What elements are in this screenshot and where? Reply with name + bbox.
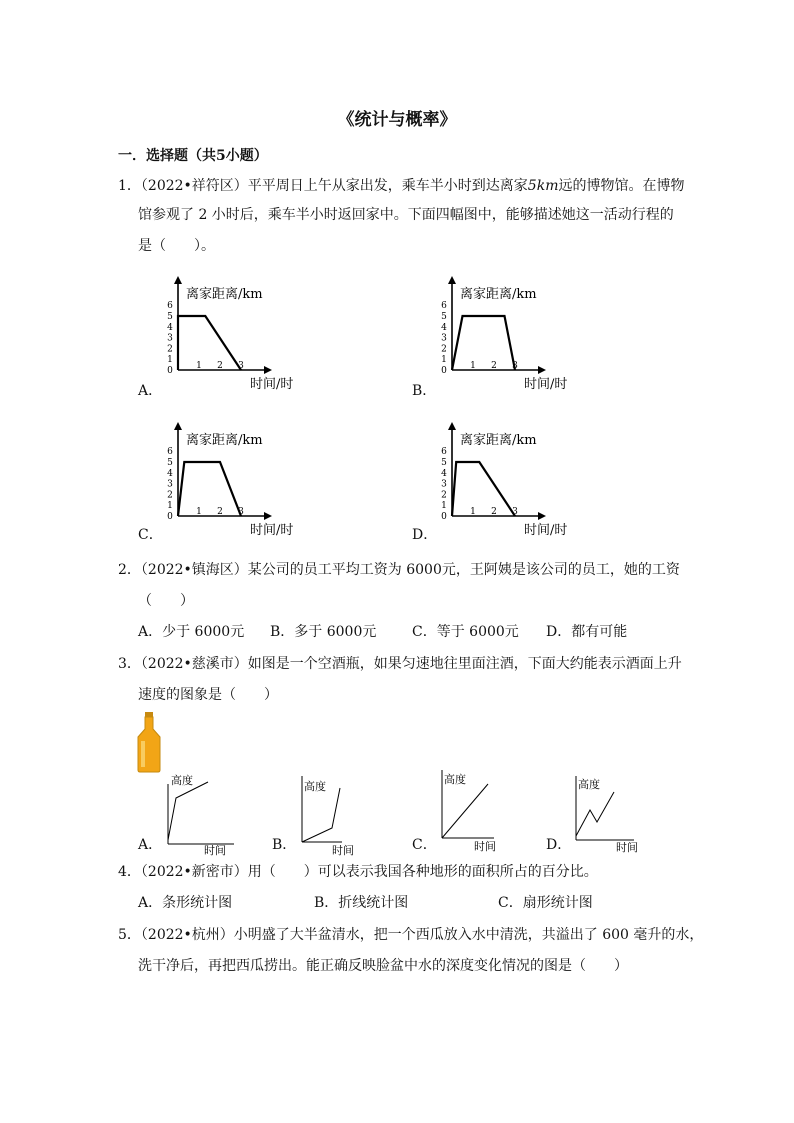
q1-graph-d bbox=[432, 418, 692, 546]
x-tick-label: 2 bbox=[217, 361, 223, 371]
x-axis-label: 时间/时 bbox=[524, 377, 568, 392]
x-axis-label: 时间/时 bbox=[250, 523, 294, 538]
x-axis-label: 时间/时 bbox=[250, 377, 294, 392]
y-tick-label: 0 bbox=[441, 512, 447, 522]
q1-graph-a bbox=[158, 272, 418, 400]
y-tick-label: 6 bbox=[441, 301, 447, 312]
x-tick-label: 2 bbox=[491, 507, 497, 517]
option-label: A． bbox=[138, 837, 163, 853]
x-tick-label: 3 bbox=[512, 361, 518, 371]
option-label: D． bbox=[412, 527, 438, 543]
x-axis-arrow bbox=[264, 512, 272, 520]
x-tick-label: 3 bbox=[238, 361, 244, 371]
section-heading: 一．选择题（共5小题） bbox=[118, 148, 268, 164]
x-axis-label: 时间 bbox=[204, 844, 226, 856]
option-label: C． bbox=[138, 527, 163, 543]
option-label: B． bbox=[412, 383, 437, 399]
q3-line-1: 3．（2022•慈溪市）如图是一个空酒瓶，如果匀速地往里面注酒，下面大约能表示酒面上升 bbox=[118, 656, 682, 672]
y-axis-label: 高度 bbox=[444, 773, 466, 786]
q3-graph-b bbox=[290, 770, 400, 856]
x-tick-label: 1 bbox=[196, 507, 202, 517]
option-label: A． bbox=[138, 383, 163, 399]
y-axis-label: 离家距离/km bbox=[460, 433, 537, 448]
y-tick-label: 2 bbox=[167, 490, 173, 501]
q4-option-a[interactable]: A．条形统计图 bbox=[138, 895, 233, 911]
option-label: D． bbox=[546, 837, 572, 853]
y-tick-label: 4 bbox=[167, 322, 173, 333]
q1-text-a: 1．（2022•祥符区）平平周日上午从家出发，乘车半小时到达离家 bbox=[118, 178, 528, 194]
distance-series-line bbox=[452, 462, 515, 516]
q1-graph-b bbox=[432, 272, 692, 400]
y-tick-label: 4 bbox=[441, 322, 447, 333]
q1-option-c[interactable] bbox=[138, 418, 438, 548]
page-title: 《统计与概率》 bbox=[337, 110, 457, 130]
y-tick-label: 0 bbox=[167, 366, 173, 376]
y-axis-label: 高度 bbox=[304, 780, 326, 793]
x-tick-label: 3 bbox=[238, 507, 244, 517]
q1-text-b: 远的博物馆。在博物 bbox=[558, 178, 685, 194]
q3-line-d bbox=[576, 792, 614, 836]
x-axis-label: 时间 bbox=[332, 844, 354, 856]
q1-line-3: 是（ ）。 bbox=[138, 238, 215, 254]
x-axis-label: 时间 bbox=[616, 841, 638, 854]
y-tick-label: 6 bbox=[167, 447, 173, 458]
q3-option-d[interactable] bbox=[546, 770, 676, 856]
y-tick-label: 4 bbox=[167, 468, 173, 479]
x-tick-label: 2 bbox=[491, 361, 497, 371]
q3-graph-c bbox=[430, 770, 540, 856]
q2-option-c[interactable]: C．等于 6000元 bbox=[412, 624, 519, 640]
q1-option-b[interactable] bbox=[412, 272, 712, 402]
q3-graph-a bbox=[156, 770, 266, 856]
y-axis-label: 离家距离/km bbox=[460, 287, 537, 302]
option-label: C． bbox=[412, 837, 437, 853]
q2-option-d[interactable]: D．都有可能 bbox=[546, 624, 628, 640]
y-axis-label: 离家距离/km bbox=[186, 287, 263, 302]
y-axis-arrow bbox=[174, 276, 182, 284]
y-tick-label: 4 bbox=[441, 468, 447, 479]
q4-option-c[interactable]: C．扇形统计图 bbox=[498, 895, 593, 911]
wine-bottle-image bbox=[136, 711, 162, 773]
q3-line-2: 速度的图象是（ ） bbox=[138, 687, 278, 703]
y-tick-label: 5 bbox=[441, 458, 447, 468]
q4-option-b[interactable]: B．折线统计图 bbox=[314, 895, 409, 911]
q4-line-1: 4．（2022•新密市）用（ ）可以表示我国各种地形的面积所占的百分比。 bbox=[118, 864, 598, 880]
x-tick-label: 3 bbox=[512, 507, 518, 517]
y-axis-arrow bbox=[448, 422, 456, 430]
x-axis-arrow bbox=[264, 366, 272, 374]
q2-option-a[interactable]: A．少于 6000元 bbox=[138, 624, 245, 640]
y-tick-label: 0 bbox=[167, 512, 173, 522]
x-tick-label: 1 bbox=[470, 507, 476, 517]
y-tick-label: 1 bbox=[167, 501, 173, 512]
q3-line-c bbox=[442, 784, 488, 838]
q1-line-1 bbox=[118, 176, 684, 196]
y-tick-label: 3 bbox=[167, 333, 173, 344]
x-axis-arrow bbox=[538, 366, 546, 374]
y-tick-label: 2 bbox=[167, 344, 173, 355]
distance-series-line bbox=[452, 316, 515, 370]
y-tick-label: 5 bbox=[167, 312, 173, 322]
y-axis-label: 高度 bbox=[578, 778, 600, 791]
q1-option-d[interactable] bbox=[412, 418, 712, 548]
y-axis-label: 离家距离/km bbox=[186, 433, 263, 448]
q5-line-1: 5．（2022•杭州）小明盛了大半盆清水，把一个西瓜放入水中清洗，共溢出了 600 毫升的水， bbox=[118, 927, 704, 943]
y-tick-label: 5 bbox=[167, 458, 173, 468]
y-tick-label: 3 bbox=[441, 333, 447, 344]
q1-option-a[interactable] bbox=[138, 272, 438, 402]
q3-option-b[interactable] bbox=[272, 770, 402, 856]
x-tick-label: 1 bbox=[470, 361, 476, 371]
y-tick-label: 3 bbox=[441, 479, 447, 490]
q3-line-a bbox=[168, 782, 208, 840]
q3-line-b bbox=[302, 788, 340, 842]
y-tick-label: 1 bbox=[167, 355, 173, 366]
y-tick-label: 1 bbox=[441, 501, 447, 512]
y-axis-arrow bbox=[174, 422, 182, 430]
y-axis-arrow bbox=[448, 276, 456, 284]
x-axis-arrow bbox=[538, 512, 546, 520]
q2-line-2: （ ） bbox=[138, 593, 194, 609]
x-tick-label: 1 bbox=[196, 361, 202, 371]
x-axis-label: 时间 bbox=[474, 840, 496, 853]
distance-series-line bbox=[178, 462, 241, 516]
y-tick-label: 2 bbox=[441, 344, 447, 355]
y-tick-label: 6 bbox=[167, 301, 173, 312]
y-tick-label: 3 bbox=[167, 479, 173, 490]
x-tick-label: 2 bbox=[217, 507, 223, 517]
q5-line-2: 洗干净后，再把西瓜捞出。能正确反映脸盆中水的深度变化情况的图是（ ） bbox=[138, 958, 628, 974]
y-axis-label: 高度 bbox=[171, 774, 193, 787]
q3-option-c[interactable] bbox=[412, 770, 542, 856]
y-tick-label: 1 bbox=[441, 355, 447, 366]
q1-line-2: 馆参观了 2 小时后，乘车半小时返回家中。下面四幅图中，能够描述她这一活动行程的 bbox=[138, 207, 674, 223]
y-tick-label: 0 bbox=[441, 366, 447, 376]
q1-text-km: 5km bbox=[527, 178, 559, 194]
y-tick-label: 5 bbox=[441, 312, 447, 322]
x-axis-label: 时间/时 bbox=[524, 523, 568, 538]
q2-option-b[interactable]: B．多于 6000元 bbox=[270, 624, 377, 640]
y-tick-label: 2 bbox=[441, 490, 447, 501]
bottle-highlight bbox=[141, 741, 145, 767]
y-tick-label: 6 bbox=[441, 447, 447, 458]
q2-line-1: 2．（2022•镇海区）某公司的员工平均工资为 6000元，王阿姨是该公司的员工，她的工资 bbox=[118, 562, 680, 578]
distance-series-line bbox=[178, 316, 241, 370]
option-label: B． bbox=[272, 837, 297, 853]
bottle-cap bbox=[145, 712, 153, 717]
q3-graph-d bbox=[564, 770, 674, 856]
q3-option-a[interactable] bbox=[138, 770, 268, 856]
q1-graph-c bbox=[158, 418, 418, 546]
